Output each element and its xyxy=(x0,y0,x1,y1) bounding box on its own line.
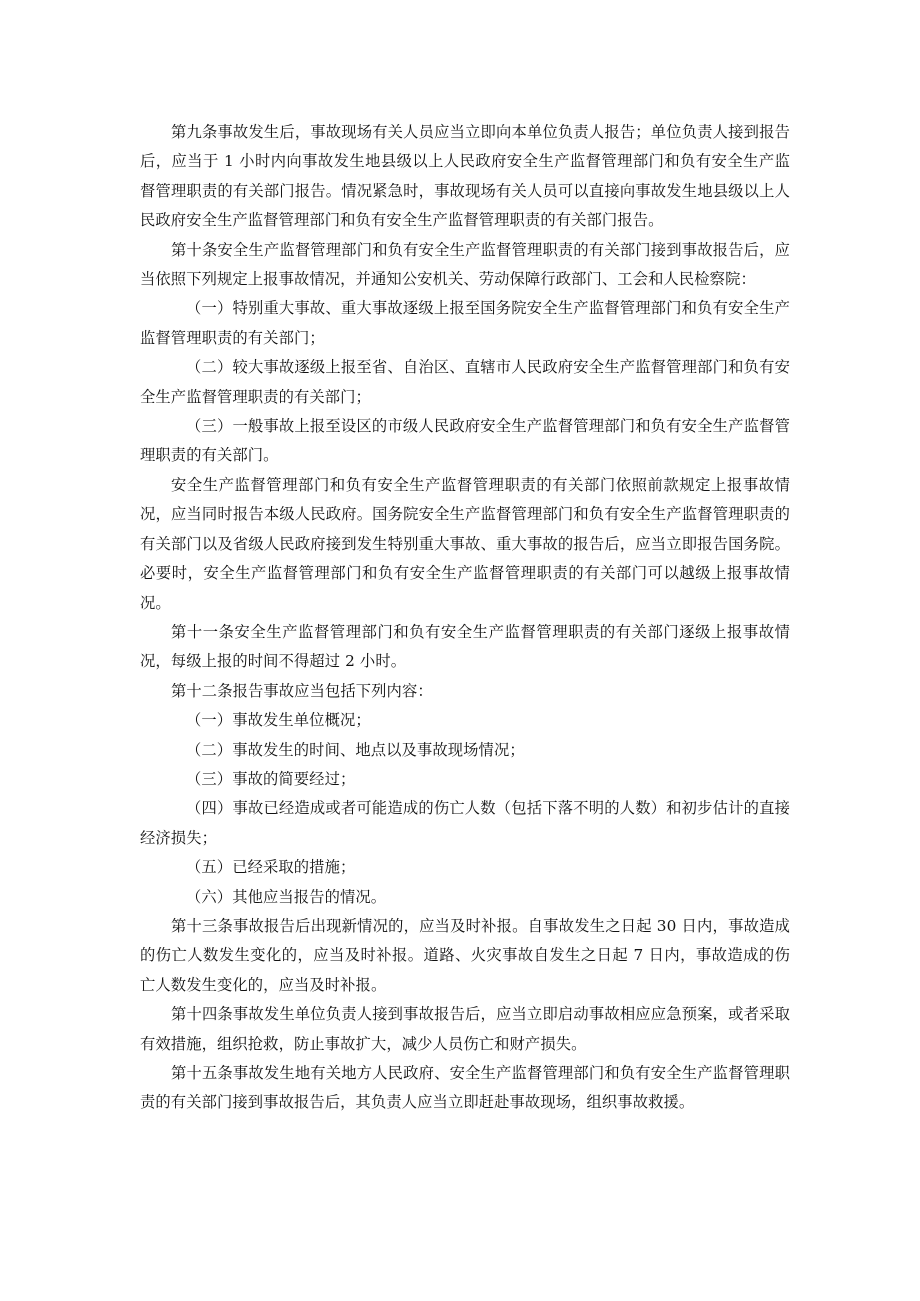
article-11-paragraph: 第十一条安全生产监督管理部门和负有安全生产监督管理职责的有关部门逐级上报事故情况，每级上报的时间不得超过 2 小时。 xyxy=(140,622,790,671)
article-12-item-2: （二）事故发生的时间、地点以及事故现场情况； xyxy=(186,740,525,759)
article-10-continuation-paragraph: 安全生产监督管理部门和负有安全生产监督管理职责的有关部门依照前款规定上报事故情况，应当同时报告本级人民政府。国务院安全生产监督管理部门和负有安全生产监督管理职责的有关部门以及省级人民政府接到发生特别重大事故、重大事故的报告后，应当立即报告国务院。必要时，安全生产监督管理部门和负有安全生产监督管理职责的有关部门可以越级上报事故情况。 xyxy=(140,475,790,612)
article-12-paragraph: 第十二条报告事故应当包括下列内容： xyxy=(171,681,433,700)
article-12-item-6: （六）其他应当报告的情况。 xyxy=(186,887,387,906)
article-15-paragraph: 第十五条事故发生地有关地方人民政府、安全生产监督管理部门和负有安全生产监督管理职责的有关部门接到事故报告后，其负责人应当立即赶赴事故现场，组织事故救援。 xyxy=(140,1064,790,1112)
document-body xyxy=(140,118,790,1118)
article-12-item-1: （一）事故发生单位概况； xyxy=(186,711,371,730)
article-10-paragraph: 第十条安全生产监督管理部门和负有安全生产监督管理职责的有关部门接到事故报告后，应当依照下列规定上报事故情况，并通知公安机关、劳动保障行政部门、工会和人民检察院： xyxy=(140,240,790,289)
article-10-item-2: （二）较大事故逐级上报至省、自治区、直辖市人民政府安全生产监督管理部门和负有安全生产监督管理职责的有关部门； xyxy=(140,358,790,406)
article-9-paragraph: 第九条事故发生后，事故现场有关人员应当立即向本单位负责人报告；单位负责人接到报告后，应当于 1 小时内向事故发生地县级以上人民政府安全生产监督管理部门和负有安全生产监督管理职责的有关部门报告。情况紧急时，事故现场有关人员可以直接向事故发生地县级以上人民政府安全生产监督管理部门和负有安全生产监督管理职责的有关部门报告。 xyxy=(140,123,790,230)
article-12-item-4: （四）事故已经造成或者可能造成的伤亡人数（包括下落不明的人数）和初步估计的直接经济损失； xyxy=(140,799,790,847)
article-10-item-3: （三）一般事故上报至设区的市级人民政府安全生产监督管理部门和负有安全生产监督管理职责的有关部门。 xyxy=(140,417,790,465)
article-14-paragraph: 第十四条事故发生单位负责人接到事故报告后，应当立即启动事故相应应急预案，或者采取有效措施，组织抢救，防止事故扩大，减少人员伤亡和财产损失。 xyxy=(140,1005,790,1053)
article-12-item-3: （三）事故的简要经过； xyxy=(186,769,356,788)
article-13-paragraph: 第十三条事故报告后出现新情况的，应当及时补报。自事故发生之日起 30 日内，事故造成的伤亡人数发生变化的，应当及时补报。道路、火灾事故自发生之日起 7 日内，事故造成的伤亡人数发生变化的，应当及时补报。 xyxy=(140,916,790,994)
article-12-item-5: （五）已经采取的措施； xyxy=(186,858,356,877)
article-10-item-1: （一）特别重大事故、重大事故逐级上报至国务院安全生产监督管理部门和负有安全生产监督管理职责的有关部门； xyxy=(140,299,790,347)
